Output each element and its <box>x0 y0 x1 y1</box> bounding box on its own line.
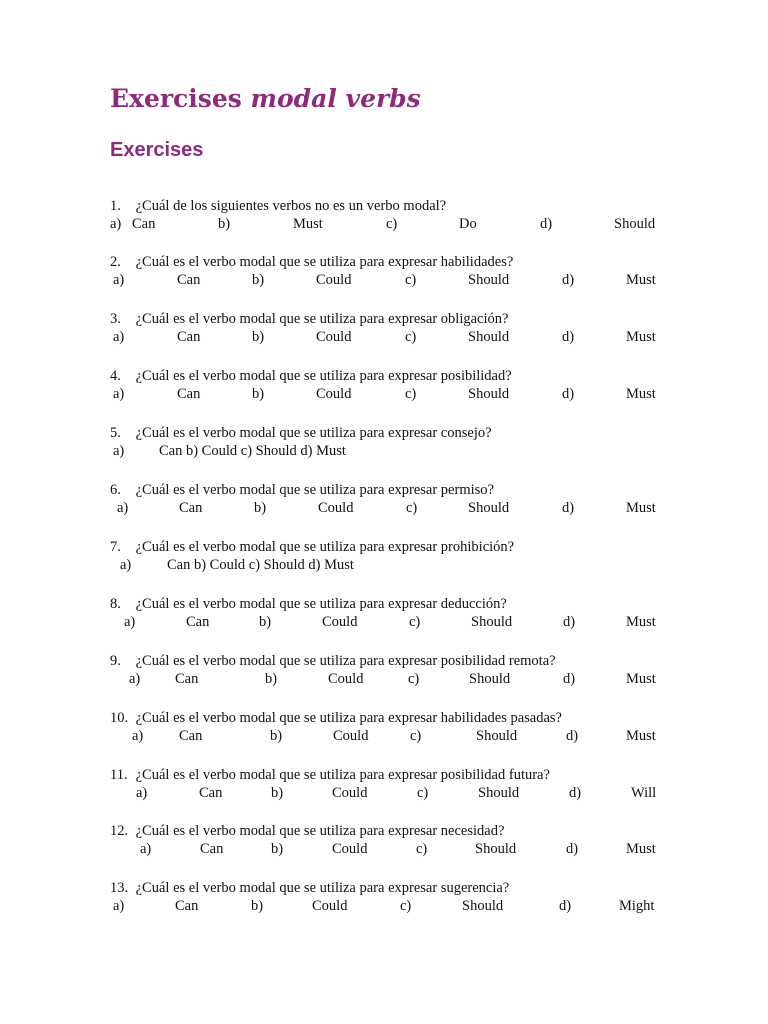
option-c: Should <box>478 785 520 801</box>
question-8 <box>110 595 658 632</box>
question-1 <box>110 197 658 234</box>
question-number: 3. <box>110 311 121 327</box>
option-d-label: d) <box>559 898 572 914</box>
option-b: Could <box>332 785 368 801</box>
options-row <box>110 784 658 803</box>
question-number: 1. <box>110 198 121 214</box>
option-d-label: d) <box>566 728 579 744</box>
option-b-label: b) <box>252 272 265 288</box>
question-4 <box>110 367 658 404</box>
option-a-label: a) <box>113 898 125 914</box>
options-row <box>110 442 658 461</box>
question-number: 8. <box>110 596 121 612</box>
option-a-label: a) <box>113 272 125 288</box>
question-text: ¿Cuál es el verbo modal que se utiliza para expresar obligación? <box>135 311 509 327</box>
options-row <box>110 499 658 518</box>
option-a: Can <box>175 671 199 687</box>
option-b-label: b) <box>252 329 265 345</box>
option-d: Must <box>626 841 656 857</box>
option-b: Could <box>316 272 352 288</box>
question-number: 2. <box>110 254 121 270</box>
option-a: Can <box>199 785 223 801</box>
option-b: Could <box>322 614 358 630</box>
option-a-label: a) <box>129 671 141 687</box>
question-number: 12. <box>110 823 129 839</box>
option-c-label: c) <box>405 329 417 345</box>
option-a: Can <box>177 272 201 288</box>
question-text: ¿Cuál es el verbo modal que se utiliza para expresar habilidades? <box>135 254 514 270</box>
option-b-label: b) <box>252 386 265 402</box>
option-c: Should <box>468 386 510 402</box>
option-a-label: a) <box>124 614 136 630</box>
options-row <box>110 897 658 916</box>
question-3 <box>110 310 658 347</box>
option-c-label: c) <box>409 614 421 630</box>
options-row <box>110 385 658 404</box>
option-c-label: c) <box>406 500 418 516</box>
option-b-label: b) <box>254 500 267 516</box>
option-b-label: b) <box>271 841 284 857</box>
option-b: Must <box>293 216 323 232</box>
options-row <box>110 727 658 746</box>
option-c-label: c) <box>408 671 420 687</box>
option-b: Could <box>312 898 348 914</box>
option-d-label: d) <box>562 386 575 402</box>
option-a: Can <box>186 614 210 630</box>
option-c-label: c) <box>400 898 412 914</box>
title-italic: modal verbs <box>250 84 421 113</box>
option-b-label: b) <box>271 785 284 801</box>
question-6 <box>110 481 658 518</box>
option-a-label: a) <box>136 785 148 801</box>
option-b: Could <box>333 728 369 744</box>
option-b: Could <box>328 671 364 687</box>
option-d-label: d) <box>540 216 553 232</box>
option-a-label: a) <box>113 386 125 402</box>
question-text: ¿Cuál es el verbo modal que se utiliza para expresar habilidades pasadas? <box>135 710 562 726</box>
option-d: Must <box>626 728 656 744</box>
question-12 <box>110 822 658 859</box>
question-number: 4. <box>110 368 121 384</box>
option-a-label: a) <box>120 557 132 573</box>
question-10 <box>110 709 658 746</box>
option-d-label: d) <box>563 614 576 630</box>
question-2 <box>110 253 658 290</box>
question-number: 13. <box>110 880 129 896</box>
option-b-label: b) <box>218 216 231 232</box>
question-text: ¿Cuál es el verbo modal que se utiliza para expresar necesidad? <box>135 823 505 839</box>
option-a: Can <box>177 329 201 345</box>
question-13 <box>110 879 658 916</box>
option-d: Must <box>626 272 656 288</box>
option-c-label: c) <box>417 785 429 801</box>
question-7 <box>110 538 658 575</box>
option-c-label: c) <box>405 386 417 402</box>
section-heading: Exercises <box>110 139 204 161</box>
question-number: 6. <box>110 482 121 498</box>
option-c: Should <box>468 272 510 288</box>
options-row <box>110 556 658 575</box>
options-row <box>110 670 658 689</box>
question-number: 9. <box>110 653 121 669</box>
option-d: Must <box>626 386 656 402</box>
question-text: ¿Cuál es el verbo modal que se utiliza para expresar posibilidad? <box>135 368 512 384</box>
option-c-label: c) <box>410 728 422 744</box>
question-number: 7. <box>110 539 121 555</box>
option-c-label: c) <box>386 216 398 232</box>
option-a: Can <box>200 841 224 857</box>
question-11 <box>110 766 658 803</box>
option-a-label: a) <box>110 216 122 232</box>
options-row <box>110 328 658 347</box>
question-text: ¿Cuál es el verbo modal que se utiliza para expresar posibilidad remota? <box>135 653 556 669</box>
question-9 <box>110 652 658 689</box>
option-a-label: a) <box>140 841 152 857</box>
option-d: Must <box>626 500 656 516</box>
option-d-label: d) <box>562 329 575 345</box>
question-number: 11. <box>110 767 128 783</box>
question-number: 5. <box>110 425 121 441</box>
option-b-label: b) <box>259 614 272 630</box>
question-number: 10. <box>110 710 129 726</box>
option-b: Could <box>318 500 354 516</box>
option-a-label: a) <box>113 443 125 459</box>
option-c: Should <box>462 898 504 914</box>
question-text: ¿Cuál es el verbo modal que se utiliza para expresar deducción? <box>135 596 507 612</box>
option-c: Should <box>471 614 513 630</box>
options-row <box>110 215 658 234</box>
option-c: Should <box>476 728 518 744</box>
option-d: Must <box>626 329 656 345</box>
option-d-label: d) <box>562 500 575 516</box>
option-d: Will <box>631 785 657 801</box>
option-d: Must <box>626 671 656 687</box>
title-plain: Exercises <box>110 84 242 113</box>
option-c-label: c) <box>416 841 428 857</box>
option-c: Do <box>459 216 477 232</box>
option-b: Could <box>332 841 368 857</box>
option-a: Can <box>177 386 201 402</box>
option-d: Might <box>619 898 655 914</box>
question-text: ¿Cuál es el verbo modal que se utiliza para expresar sugerencia? <box>135 880 510 896</box>
option-a: Can <box>179 500 203 516</box>
option-d: Should <box>614 216 656 232</box>
option-b-label: b) <box>270 728 283 744</box>
question-text: ¿Cuál es el verbo modal que se utiliza para expresar posibilidad futura? <box>135 767 550 783</box>
options-inline: Can b) Could c) Should d) Must <box>159 443 346 459</box>
option-b: Could <box>316 386 352 402</box>
question-text: ¿Cuál es el verbo modal que se utiliza para expresar permiso? <box>135 482 494 498</box>
option-c-label: c) <box>405 272 417 288</box>
option-d-label: d) <box>562 272 575 288</box>
page-title <box>110 84 421 113</box>
question-5 <box>110 424 658 461</box>
options-inline: Can b) Could c) Should d) Must <box>167 557 354 573</box>
question-text: ¿Cuál es el verbo modal que se utiliza para expresar consejo? <box>135 425 492 441</box>
option-c: Should <box>468 500 510 516</box>
option-d: Must <box>626 614 656 630</box>
option-a-label: a) <box>113 329 125 345</box>
option-c: Should <box>475 841 517 857</box>
options-row <box>110 271 658 290</box>
option-a-label: a) <box>117 500 129 516</box>
option-d-label: d) <box>569 785 582 801</box>
question-text: ¿Cuál es el verbo modal que se utiliza para expresar prohibición? <box>135 539 515 555</box>
option-a: Can <box>179 728 203 744</box>
question-text: ¿Cuál de los siguientes verbos no es un verbo modal? <box>135 198 447 214</box>
option-b: Could <box>316 329 352 345</box>
option-c: Should <box>469 671 511 687</box>
option-b-label: b) <box>265 671 278 687</box>
option-d-label: d) <box>563 671 576 687</box>
option-b-label: b) <box>251 898 264 914</box>
option-a: Can <box>132 216 156 232</box>
option-d-label: d) <box>566 841 579 857</box>
option-a: Can <box>175 898 199 914</box>
options-row <box>110 840 658 859</box>
options-row <box>110 613 658 632</box>
option-c: Should <box>468 329 510 345</box>
option-a-label: a) <box>132 728 144 744</box>
